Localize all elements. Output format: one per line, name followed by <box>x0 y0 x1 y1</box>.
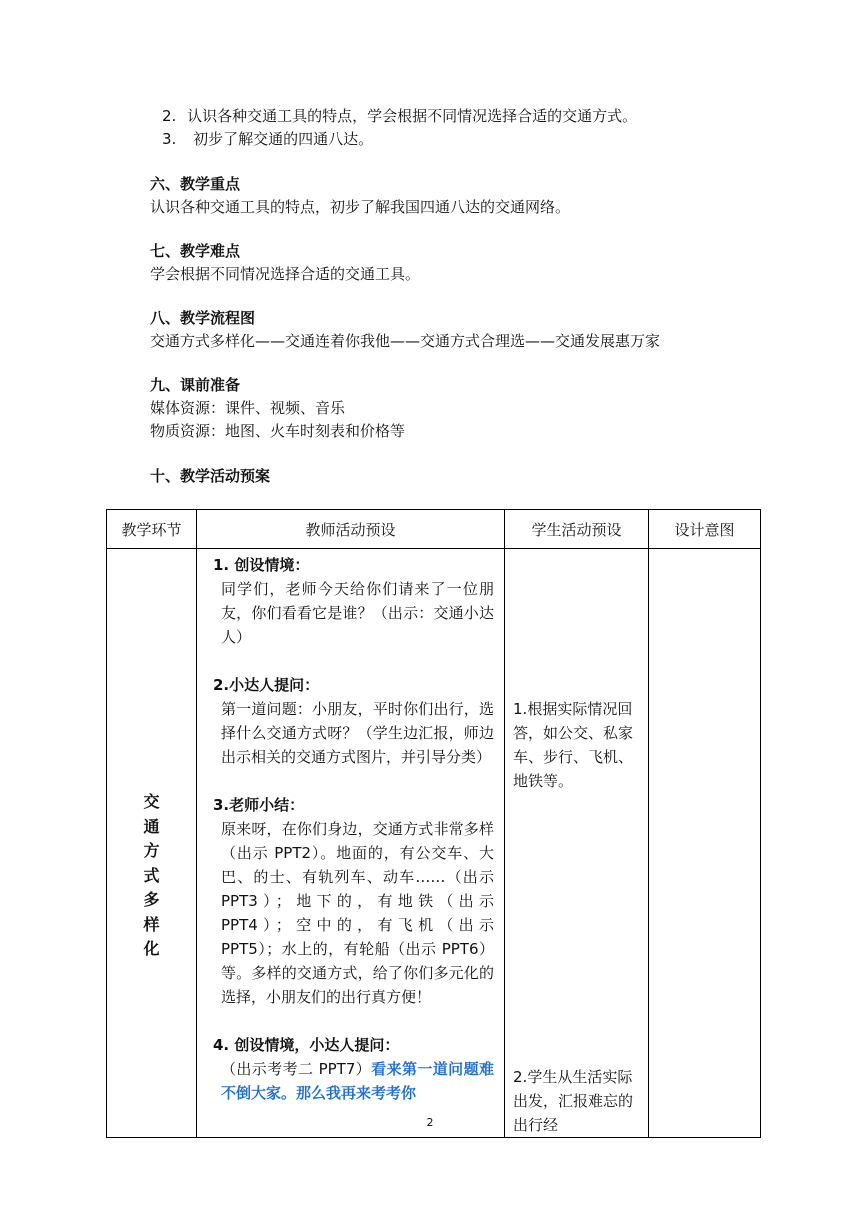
header-stage: 教学环节 <box>107 510 197 549</box>
stage-char: 样 <box>143 914 160 934</box>
page-number: 2 <box>426 1116 434 1129</box>
teacher-step-4-text-a: （出示考考二 PPT7） <box>221 1060 372 1078</box>
goal-2 <box>162 105 637 126</box>
section-10-title: 十、教学活动预案 <box>150 467 271 485</box>
teacher-step-1-text: 同学们，老师今天给你们请来了一位朋友，你们看看它是谁？（出示：交通小达人） <box>221 580 494 646</box>
stage-char: 式 <box>143 865 160 885</box>
teacher-cell <box>197 549 505 1138</box>
section-6-text: 认识各种交通工具的特点，初步了解我国四通八达的交通网络。 <box>150 198 571 216</box>
table-row <box>107 549 761 1138</box>
stage-char: 交 <box>143 792 160 812</box>
section-6-title: 六、教学重点 <box>150 175 241 193</box>
teacher-step-4-title: 4. 创设情境，小达人提问： <box>213 1036 400 1054</box>
teacher-step-4-text <box>213 1057 494 1105</box>
teacher-step-2-title: 2.小达人提问： <box>213 676 320 694</box>
section-7-text: 学会根据不同情况选择合适的交通工具。 <box>150 265 421 283</box>
student-answer-1 <box>513 697 642 793</box>
stage-cell <box>107 549 197 1138</box>
teacher-step-3-title: 3.老师小结： <box>213 796 305 814</box>
goal-3-text: 初步了解交通的四通八达。 <box>193 130 374 148</box>
section-8-text: 交通方式多样化——交通连着你我他——交通方式合理选——交通发展惠万家 <box>150 332 661 350</box>
stage-char: 通 <box>143 816 160 836</box>
header-student: 学生活动预设 <box>505 510 649 549</box>
header-intent: 设计意图 <box>649 510 761 549</box>
student-answer-2-num: 2. <box>513 1068 528 1086</box>
goal-2-num: 2. <box>162 107 177 125</box>
goal-3-num: 3. <box>162 130 177 148</box>
intent-cell <box>649 549 761 1138</box>
section-9-line-1: 媒体资源：课件、视频、音乐 <box>150 399 346 417</box>
header-teacher: 教师活动预设 <box>197 510 505 549</box>
section-9-title: 九、课前准备 <box>150 376 241 394</box>
section-7-title: 七、教学难点 <box>150 242 241 260</box>
stage-char: 多 <box>143 890 160 910</box>
student-answer-1-num: 1. <box>513 700 528 718</box>
table-header-row <box>107 510 761 549</box>
teacher-step-1-title: 1. 创设情境： <box>213 556 310 574</box>
section-9-line-2: 物质资源：地图、火车时刻表和价格等 <box>150 422 406 440</box>
goal-2-text: 认识各种交通工具的特点，学会根据不同情况选择合适的交通方式。 <box>187 107 638 125</box>
teacher-step-2-text: 第一道问题：小朋友，平时你们出行，选择什么交通方式呀？（学生边汇报，师边出示相关的交通方式图片，并引导分类） <box>221 700 494 766</box>
activity-table <box>106 509 761 1138</box>
student-answer-2-text: 学生从生活实际出发，汇报难忘的出行经 <box>513 1068 634 1134</box>
goal-3 <box>162 128 373 149</box>
section-8-title: 八、教学流程图 <box>150 309 256 327</box>
teacher-step-4-text-b: 看来第一道问题难不倒大家。那么我再来考考你 <box>221 1060 494 1102</box>
stage-char: 化 <box>143 939 160 959</box>
stage-char: 方 <box>143 841 160 861</box>
student-answer-1-text: 根据实际情况回答，如公交、私家车、步行、飞机、地铁等。 <box>513 700 634 790</box>
teacher-step-3-text: 原来呀，在你们身边，交通方式非常多样（出示 PPT2）。地面的，有公交车、大巴、的士、有轨列车、动车……（出示 PPT3）；地下的，有地铁（出示 PPT4）；空中的，有飞机（出示 PPT5）；水上的，有轮船（出示 PPT6）等。多样的交通方式，给了你们多元化的选择，小朋友们的出行真方便！ <box>221 820 494 1006</box>
student-cell <box>505 549 649 1138</box>
